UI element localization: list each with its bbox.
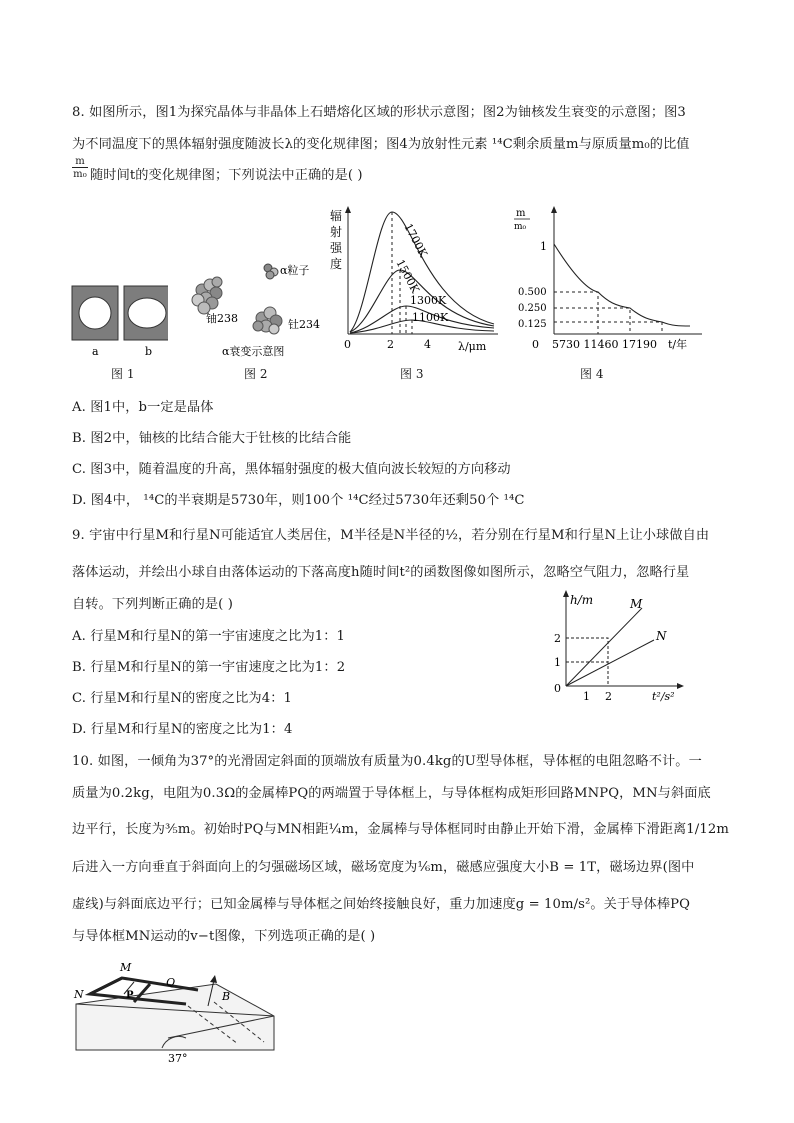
q9-y-label: h/m	[570, 593, 594, 607]
q9-label-m: M	[630, 597, 643, 611]
fig4-guide-025	[554, 308, 630, 334]
label-m: M	[120, 961, 132, 974]
q8-frac-bottom: m₀	[73, 169, 87, 180]
line-n	[566, 640, 654, 686]
fig4-guide-0125	[554, 322, 662, 334]
fig3-y-arrow	[345, 206, 351, 213]
q8-line-2: 为不同温度下的黑体辐射强度随波长λ的变化规律图；图4为放射性元素 ¹⁴C剩余质量m与原质量m₀的比值	[72, 137, 690, 152]
q10-incline-figure	[68, 958, 300, 1066]
q8-line-3-text: 随时间t的变化规律图；下列说法中正确的是( )	[90, 168, 363, 183]
q10-line-2: 质量为0.2kg，电阻为0.3Ω的金属棒PQ的两端置于导体框上，与导体框构成矩形回路MNPQ，MN与斜面底	[72, 786, 711, 801]
frame-mn	[90, 978, 122, 994]
q9-line-1: 9. 宇宙中行星M和行星N可能适宜人类居住，M半径是N半径的½，若分别在行星M和行星N上让小球做自由	[72, 528, 710, 543]
figure-2	[186, 258, 326, 362]
q9-x-label: t²/s²	[652, 690, 675, 703]
q9-line-2: 落体运动，并绘出小球自由落体运动的下落高度h随时间t²的函数图像如图所示，忽略空气阻力，忽略行星	[72, 565, 690, 580]
label-1500k: 1500K	[393, 257, 422, 296]
q10-line-5: 虚线)与斜面底边平行；已知金属棒与导体框之间始终接触良好，重力加速度g = 10m/s²。关于导体棒PQ	[72, 897, 690, 912]
q8-frac-top: m	[72, 156, 88, 168]
fig1-caption: 图 1	[111, 367, 135, 381]
fig2-caption: 图 2	[244, 367, 268, 381]
fig4-y-arrow	[551, 206, 557, 213]
b-field-arrowhead	[210, 975, 217, 983]
uranium-label: 铀238	[206, 312, 238, 325]
fig4-caption: 图 4	[580, 367, 604, 381]
figure-1	[68, 280, 168, 376]
label-1100k: 1100K	[412, 311, 449, 324]
label-b: B	[222, 990, 231, 1003]
fig3-x0: 0	[344, 338, 351, 351]
fig4-y0125: 0.125	[518, 319, 547, 330]
alpha-particle	[264, 264, 278, 279]
decay-curve	[554, 244, 690, 326]
figure-3	[326, 206, 506, 358]
q9-option-d[interactable]: D. 行星M和行星N的密度之比为1：4	[72, 722, 293, 737]
q9-x1: 1	[583, 690, 590, 703]
fig3-caption: 图 3	[400, 367, 424, 381]
alpha-decay-desc: α衰变示意图	[222, 345, 285, 358]
alpha-label: α粒子	[280, 264, 310, 277]
fig1-circle-a	[79, 297, 111, 329]
thorium-nucleus	[253, 307, 282, 334]
q9-label-n: N	[656, 629, 667, 643]
q9-option-b[interactable]: B. 行星M和行星N的第一宇宙速度之比为1：2	[72, 660, 346, 675]
fig1-label-b: b	[145, 345, 153, 358]
q9-line-3: 自转。下列判断正确的是( )	[72, 597, 233, 612]
q9-option-a[interactable]: A. 行星M和行星N的第一宇宙速度之比为1：1	[72, 629, 346, 644]
q9-y2: 2	[554, 632, 561, 645]
q9-x-arrow	[677, 683, 684, 689]
fig1-ellipse-b	[128, 298, 166, 328]
q8-option-b[interactable]: B. 图2中，铀核的比结合能大于钍核的比结合能	[72, 431, 352, 446]
q10-line-3: 边平行，长度为⅗m。初始时PQ与MN相距¼m，金属棒与导体框同时由静止开始下滑，金属棒下滑距离1/12m	[72, 822, 729, 837]
fig3-xlabel: λ/μm	[458, 340, 487, 353]
q9-origin: 0	[554, 682, 561, 695]
fig4-ylabel-top: m	[516, 208, 526, 219]
q10-line-1: 10. 如图，一倾角为37°的光滑固定斜面的顶端放有质量为0.4kg的U型导体框，导体框的电阻忽略不计。一	[72, 754, 702, 769]
label-1300k: 1300K	[410, 294, 447, 307]
label-1700k: 1700K	[401, 221, 430, 260]
fig3-ylabel-2: 射	[330, 225, 343, 239]
fig3-x4: 4	[424, 338, 431, 351]
fig3-ylabel-3: 强	[330, 241, 343, 255]
label-n: N	[74, 988, 84, 1001]
label-p: P	[126, 990, 134, 1001]
fig4-y025: 0.250	[518, 303, 547, 314]
fig3-ylabel-4: 度	[330, 257, 343, 271]
q8-option-c[interactable]: C. 图3中，随着温度的升高，黑体辐射强度的极大值向波长较短的方向移动	[72, 462, 511, 477]
uranium-nucleus	[192, 277, 222, 314]
q9-y1: 1	[554, 656, 561, 669]
q9-x2: 2	[605, 690, 612, 703]
label-q: Q	[166, 976, 176, 989]
thorium-label: 钍234	[288, 318, 320, 331]
fig4-x-ticks: 5730 11460 17190	[552, 338, 657, 351]
fig4-y1: 1	[540, 240, 547, 253]
q9-option-c[interactable]: C. 行星M和行星N的密度之比为4：1	[72, 691, 292, 706]
q8-option-a[interactable]: A. 图1中，b一定是晶体	[72, 400, 214, 415]
label-angle: 37°	[168, 1052, 188, 1065]
q10-line-4: 后进入一方向垂直于斜面向上的匀强磁场区域，磁场宽度为⅙m，磁感应强度大小B = 1T，磁场边界(图中	[72, 860, 695, 875]
q9-y-arrow	[563, 590, 569, 597]
q8-line-1: 8. 如图所示，图1为探究晶体与非晶体上石蜡熔化区域的形状示意图；图2为铀核发生衰变的示意图；图3	[72, 105, 686, 120]
fig3-ylabel-1: 辐	[330, 209, 343, 223]
q8-option-d[interactable]: D. 图4中， ¹⁴C的半衰期是5730年，则100个 ¹⁴C经过5730年还剩50个 ¹⁴C	[72, 493, 525, 508]
q10-line-6: 与导体框MN运动的v−t图像，下列选项正确的是( )	[72, 929, 376, 944]
fig4-xlabel: t/年	[668, 338, 688, 351]
fig1-label-a: a	[92, 345, 99, 358]
fig4-y050: 0.500	[518, 287, 547, 298]
fig4-x0: 0	[532, 338, 539, 351]
fig4-ylabel-bottom: m₀	[514, 222, 527, 232]
fig4-guide-050	[554, 292, 598, 334]
incline-body	[76, 984, 274, 1050]
figure-4	[496, 206, 706, 358]
fig3-x2: 2	[387, 338, 394, 351]
q9-graph	[548, 588, 688, 708]
line-m	[566, 608, 642, 686]
